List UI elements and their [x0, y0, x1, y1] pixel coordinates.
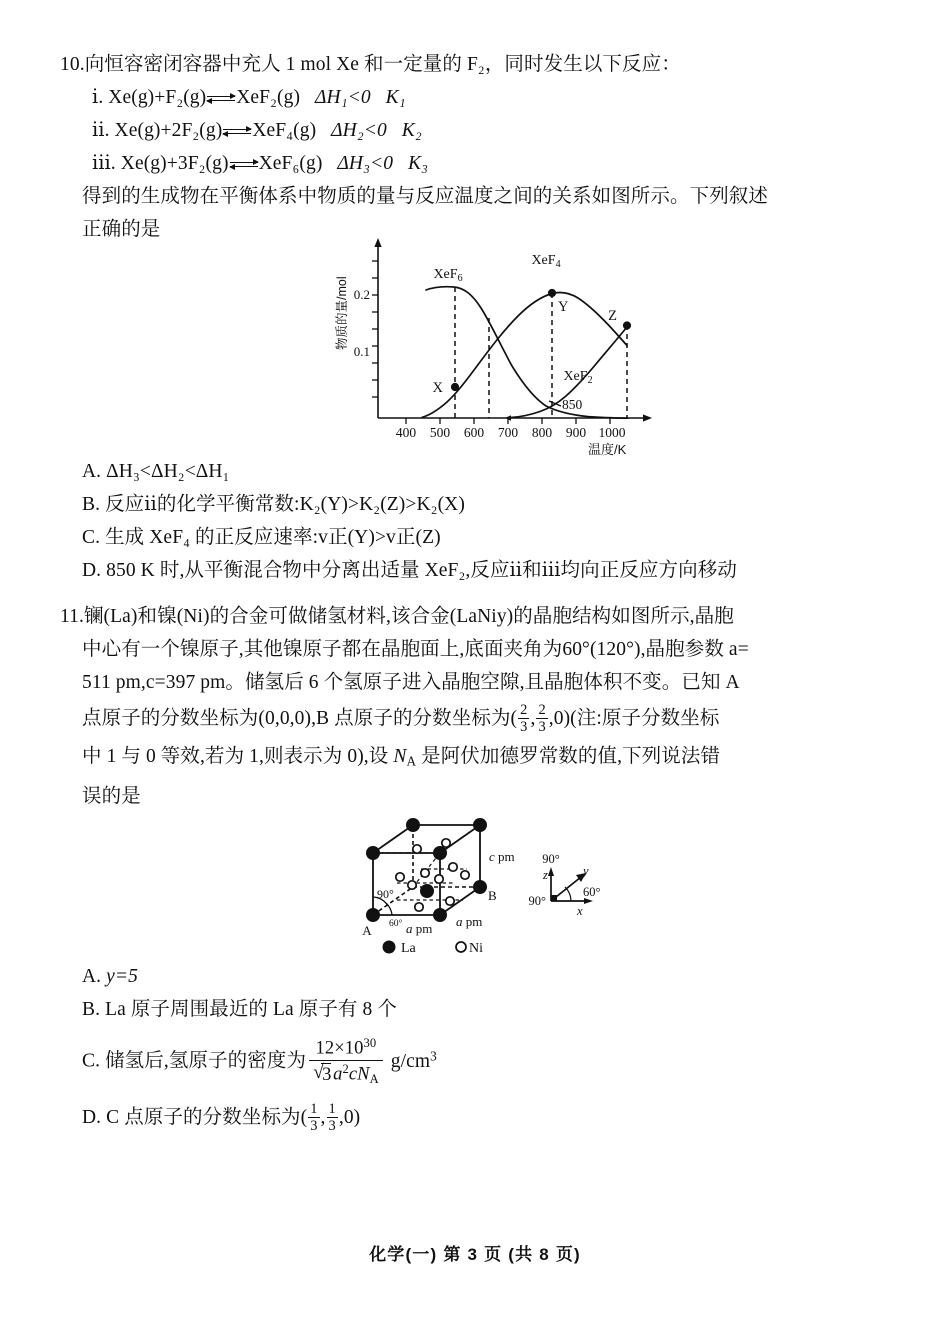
- reaction-3-left: Xe(g)+3F₂(g): [120, 153, 229, 174]
- vertex-label-a: A: [362, 923, 372, 938]
- density-denominator: √ 3 $a^2cN_A$: [309, 1060, 383, 1088]
- footer-subject: 化学(一): [369, 1245, 438, 1264]
- chart-svg: [330, 232, 660, 457]
- reaction-3-right: XeF₆(g): [258, 153, 323, 174]
- q10-option-a-key: A.: [82, 461, 102, 482]
- y-tick-label-1: 0.1: [353, 344, 370, 359]
- crystal-structure-diagram: [355, 805, 620, 955]
- q11-line-1: [60, 600, 905, 633]
- q11-line-4-post: ,0)(注:原子分数坐标: [548, 708, 720, 729]
- axes-angle-left: 90°: [528, 894, 546, 908]
- legend-la-label: La: [401, 941, 416, 955]
- q11-line-2: 中心有一个镍原子,其他镍原子都在晶胞面上,底面夹角为60°(120°),晶胞参数 a=: [82, 639, 749, 660]
- ni-atom: [461, 871, 469, 879]
- la-atom: [433, 846, 447, 860]
- y-tick-label-0: 0.2: [353, 287, 370, 302]
- x-tick-label-500: 500: [429, 425, 451, 440]
- la-atom-b: [473, 880, 487, 894]
- q10-option-c: [60, 521, 905, 554]
- q11-option-d-key: D.: [82, 1106, 102, 1128]
- ni-atom: [449, 863, 457, 871]
- reaction-1-label: ⅰ.: [92, 87, 104, 108]
- point-y-label: Y: [558, 299, 569, 315]
- q10-stem-line3: 正确的是: [82, 219, 161, 240]
- q11-line-4-mid: ,: [530, 708, 536, 729]
- axis-label-x: x: [577, 904, 583, 918]
- legend-ni-icon: [456, 942, 466, 952]
- q11-option-c: [60, 1026, 905, 1092]
- q11-line-6: 误的是: [82, 785, 141, 807]
- z-axis-arrow-icon: [548, 867, 554, 876]
- q10-option-d-text: 850 K 时,从平衡混合物中分离出适量 XeF₂,反应ⅱ和ⅲ均向正反应方向移动: [106, 560, 737, 581]
- x-tick-label-800: 800: [531, 425, 553, 440]
- q10-reaction-2: [60, 114, 905, 147]
- edge-a-bottom-label: a pm: [406, 921, 433, 936]
- question-10-options: [60, 455, 905, 587]
- reaction-3-enthalpy: ΔH₃<0: [337, 153, 394, 174]
- axes-angle-right: 60°: [583, 885, 601, 899]
- q11-line-4-pre: 点原子的分数坐标为(0,0,0),B 点原子的分数坐标为(: [82, 708, 518, 729]
- reaction-1-right: XeF₂(g): [236, 87, 301, 108]
- q11-option-b-key: B.: [82, 999, 101, 1020]
- footer-page: 第 3 页: [443, 1245, 503, 1264]
- reaction-2-constant: K₂: [401, 120, 422, 141]
- curve-label-xef6: XeF$_6$: [433, 267, 463, 284]
- density-numerator: $12\times 10^{30}$: [315, 1035, 377, 1059]
- la-atom: [406, 818, 420, 832]
- point-y-marker: [548, 289, 556, 297]
- q11-option-c-text: 储氢后,氢原子的密度为: [105, 1050, 307, 1072]
- q10-stem-line2: 得到的生成物在平衡体系中物质的量与反应温度之间的关系如图所示。下列叙述: [82, 186, 769, 207]
- x-tick-label-900: 900: [565, 425, 587, 440]
- ni-atom: [396, 873, 404, 881]
- reaction-2-right: XeF₄(g): [252, 120, 317, 141]
- q10-reaction-1: [60, 81, 905, 114]
- q11-option-d-text: C 点原子的分数坐标为(: [106, 1106, 308, 1128]
- y-axis-label: 物质的量/mol: [335, 276, 349, 350]
- ni-atom: [442, 839, 450, 847]
- q10-option-b-key: B.: [82, 494, 101, 515]
- q11-line-3: 511 pm,c=397 pm。储氢后 6 个氢原子进入晶胞空隙,且晶胞体积不变。已知 A: [82, 672, 740, 693]
- x-tick-label-400: 400: [395, 425, 417, 440]
- curve-xef4: [422, 292, 627, 417]
- la-atom-a: [366, 908, 380, 922]
- q11-option-b: [60, 993, 905, 1026]
- q10-stem-text: 向恒容密闭容器中充人 1 mol Xe 和一定量的 F₂，同时发生以下反应：: [84, 54, 681, 75]
- angle-60-arc: [386, 903, 392, 915]
- crystal-svg: [355, 805, 620, 955]
- q10-stem: [60, 48, 905, 81]
- x-tick-label-600: 600: [463, 425, 485, 440]
- y-axis-arrow-icon: [374, 238, 381, 247]
- q11-option-c-key: C.: [82, 1050, 101, 1072]
- legend-la-icon: [383, 941, 396, 954]
- q10-option-a-text: ΔH₃<ΔH₂<ΔH₁: [106, 461, 230, 482]
- la-atom: [473, 818, 487, 832]
- equilibrium-arrow-icon: [222, 122, 252, 142]
- curve-label-xef4: XeF$_4$: [531, 253, 561, 270]
- footer-total: (共 8 页): [508, 1245, 581, 1264]
- q10-option-d-key: D.: [82, 560, 102, 581]
- equilibrium-arrow-icon: [206, 89, 236, 109]
- equilibrium-chart: [330, 232, 660, 457]
- axes-angle-top: 90°: [542, 852, 560, 866]
- point-x-marker: [451, 383, 459, 391]
- x-axis-label: 温度/K: [588, 442, 627, 457]
- curve-label-xef2: XeF$_2$: [563, 369, 593, 386]
- q11-line-4: [60, 699, 905, 739]
- reaction-2-left: Xe(g)+2F₂(g): [114, 120, 223, 141]
- ni-atom: [435, 875, 443, 883]
- question-10: [60, 48, 905, 246]
- la-atom: [366, 846, 380, 860]
- q10-number: 10.: [60, 54, 85, 75]
- angle-60-label: 60°: [389, 919, 403, 929]
- page-footer: [0, 1240, 950, 1265]
- equilibrium-arrow-icon: [229, 155, 259, 175]
- fraction-one-third-2: $\frac{1}{3}$: [328, 1100, 336, 1134]
- vertex-label-b: B: [488, 888, 497, 903]
- axes-inset: [529, 852, 601, 918]
- fraction-two-thirds-1: $\frac{2}{3}$: [520, 702, 528, 736]
- question-11: [60, 600, 905, 813]
- q11-option-a-text: y=5: [106, 966, 139, 987]
- reaction-3-constant: K₃: [408, 153, 429, 174]
- curve-xef6: [426, 287, 628, 419]
- point-x-label: X: [432, 380, 443, 396]
- right-angle-marker: [551, 895, 557, 901]
- reaction-1-left: Xe(g)+F₂(g): [108, 87, 207, 108]
- q10-option-b-text: 反应ⅱ的化学平衡常数:K₂(Y)>K₂(Z)>K₂(X): [105, 494, 465, 515]
- axis-label-y: y: [583, 864, 589, 878]
- angle-90-label: 90°: [377, 887, 394, 901]
- ni-atom: [408, 881, 416, 889]
- crystal-legend: [383, 941, 484, 956]
- ni-atom: [421, 869, 429, 877]
- q10-option-a: [60, 455, 905, 488]
- point-z-label: Z: [608, 308, 617, 324]
- density-formula: [309, 1036, 383, 1088]
- q10-option-c-text: 生成 XeF₄ 的正反应速率:v正(Y)>v正(Z): [105, 527, 441, 548]
- q11-option-a-key: A.: [82, 966, 102, 987]
- reaction-2-enthalpy: ΔH₂<0: [331, 120, 387, 141]
- x-tick-label-1000: 1000: [598, 425, 626, 440]
- q10-option-c-key: C.: [82, 527, 101, 548]
- reaction-1-enthalpy: ΔH₁<0: [315, 87, 371, 108]
- q11-option-d-tail: ,0): [338, 1106, 361, 1128]
- legend-ni-label: Ni: [469, 941, 483, 955]
- fraction-two-thirds-2: $\frac{2}{3}$: [538, 702, 546, 736]
- la-atom-centre: [420, 884, 434, 898]
- x-axis-arrow-icon: [643, 414, 652, 421]
- fraction-one-third-1: $\frac{1}{3}$: [310, 1100, 318, 1134]
- point-z-marker: [623, 321, 631, 329]
- question-11-options: [60, 960, 905, 1144]
- q11-option-d: D. C 点原子的分数坐标为( $\frac{1}{3}$ , $\frac{1}{3}$ ,0): [82, 1100, 361, 1134]
- density-unit: $g/cm^3$: [390, 1048, 437, 1072]
- q11-line-5: 中 1 与 0 等效,若为 1,则表示为 0),设 $N_A$ 是阿伏加德罗常数的值,下列说法错: [82, 746, 721, 769]
- la-atom: [433, 908, 447, 922]
- q11-number: 11.: [60, 606, 84, 627]
- q10-reaction-3: [60, 147, 905, 180]
- q10-option-d: [60, 554, 905, 587]
- ni-atom: [415, 903, 423, 911]
- ni-atom: [413, 845, 421, 853]
- q10-option-b: [60, 488, 905, 521]
- q11-option-a: [60, 960, 905, 993]
- x-tick-label-700: 700: [497, 425, 519, 440]
- q11-line-1-text: 镧(La)和镍(Ni)的合金可做储氢材料,该合金(LaNiy)的晶胞结构如图所示,晶胞: [83, 606, 734, 627]
- edge-c-label: c pm: [489, 849, 515, 864]
- edge-a-right-label: a pm: [456, 914, 483, 929]
- y-axis-ticks: [372, 261, 378, 397]
- reaction-1-constant: K₁: [385, 87, 406, 108]
- annotation-850: 850: [562, 397, 583, 412]
- reaction-2-label: ⅱ.: [92, 120, 110, 141]
- axis-label-z: z: [543, 868, 548, 882]
- q11-option-b-text: La 原子周围最近的 La 原子有 8 个: [105, 999, 397, 1020]
- reaction-3-label: ⅲ.: [92, 153, 116, 174]
- ni-atom: [446, 897, 454, 905]
